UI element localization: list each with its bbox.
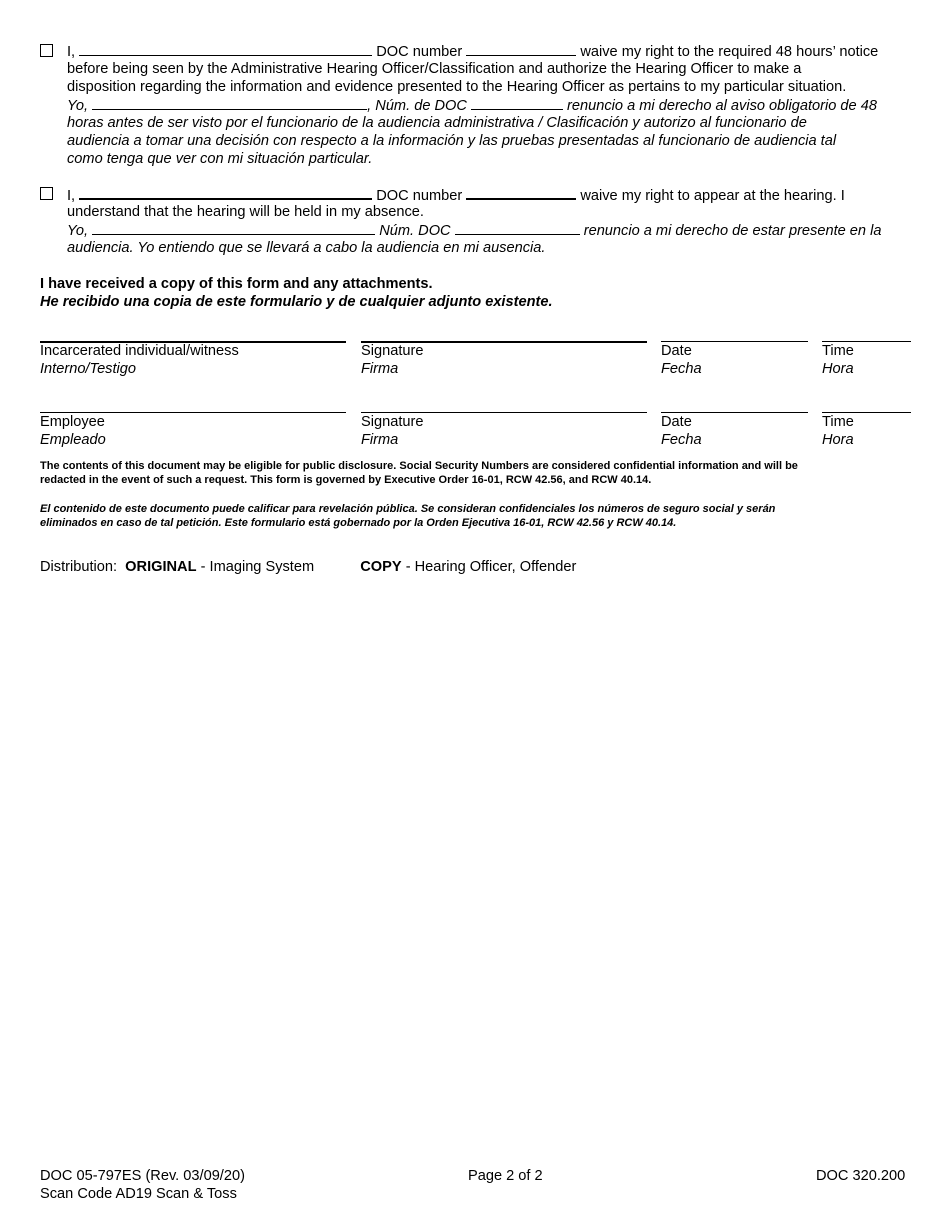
witness-signature-label: Signature Firma <box>361 343 424 377</box>
num-doc-field[interactable] <box>455 221 580 235</box>
num-doc-field[interactable] <box>471 96 563 110</box>
receipt-statement: I have received a copy of this form and any attachments. He recibido una copia de este formulario y de cualquier adjunto existente. <box>40 276 553 310</box>
witness-date-label: Date Fecha <box>661 343 702 377</box>
distribution-line: Distribution: ORIGINAL - Imaging System COPY - Hearing Officer, Offender <box>40 559 577 575</box>
nombre-field[interactable] <box>92 221 375 235</box>
employee-time-label: Time Hora <box>822 414 854 448</box>
employee-signature-label: Signature Firma <box>361 414 424 448</box>
employee-date-label: Date Fecha <box>661 414 702 448</box>
witness-time-label: Time Hora <box>822 343 854 377</box>
doc-number-field[interactable] <box>466 185 576 200</box>
employee-name-label: Employee Empleado <box>40 414 106 448</box>
policy-number: DOC 320.200 <box>816 1168 906 1184</box>
name-field[interactable] <box>79 185 372 200</box>
nombre-field[interactable] <box>92 96 367 110</box>
disclosure-notice-es: El contenido de este documento puede calificar para revelación pública. Se consideran confidenciales los números de seguro social y serán eliminados en caso de tal petición. Este formulario está gobernado por la Orden Ejecutiva 16-01, RCW 42.56 y RCW 40.14. <box>40 503 776 529</box>
name-field[interactable] <box>79 42 372 56</box>
waive-notice-section: I, DOC number waive my right to the required 48 hours’ notice before being seen by the Administrative Hearing Officer/Classification and authorize the Hearing Officer to make a disposition regarding the information and evidence presented to the Hearing Officer as pertains to my particular situation. Yo, , Núm. de DOC renuncio a mi derecho al aviso obligatorio de 48 horas antes de ser visto por el funcionario de la audiencia administrativa / Clasificación y autorizo al funcionario de audiencia a tomar una decisión con respecto a la información y las pruebas presentadas al funcionario de audiencia tal como tenga que ver con mi situación particular. <box>67 44 879 167</box>
disclosure-notice-en: The contents of this document may be eligible for public disclosure. Social Security Numbers are considered confidential information and will be redacted in the event of such a request. This form is governed by Executive Order 16-01, RCW 42.56, and RCW 40.14. <box>40 460 798 486</box>
form-id-footer: DOC 05-797ES (Rev. 03/09/20) Scan Code AD19 Scan & Toss <box>40 1168 245 1202</box>
waive-notice-checkbox[interactable] <box>40 44 53 57</box>
waive-appear-checkbox[interactable] <box>40 187 53 200</box>
page-number: Page 2 of 2 <box>468 1168 543 1184</box>
witness-name-label: Incarcerated individual/witness Interno/Testigo <box>40 343 239 377</box>
doc-number-field[interactable] <box>466 42 576 56</box>
waive-appear-section: I, DOC number waive my right to appear at the hearing. I understand that the hearing will be held in my absence. Yo, Núm. DOC renuncio a mi derecho de estar presente en la audiencia. Yo entiendo que se llevará a cabo la audiencia en mi ausencia. <box>67 185 927 257</box>
